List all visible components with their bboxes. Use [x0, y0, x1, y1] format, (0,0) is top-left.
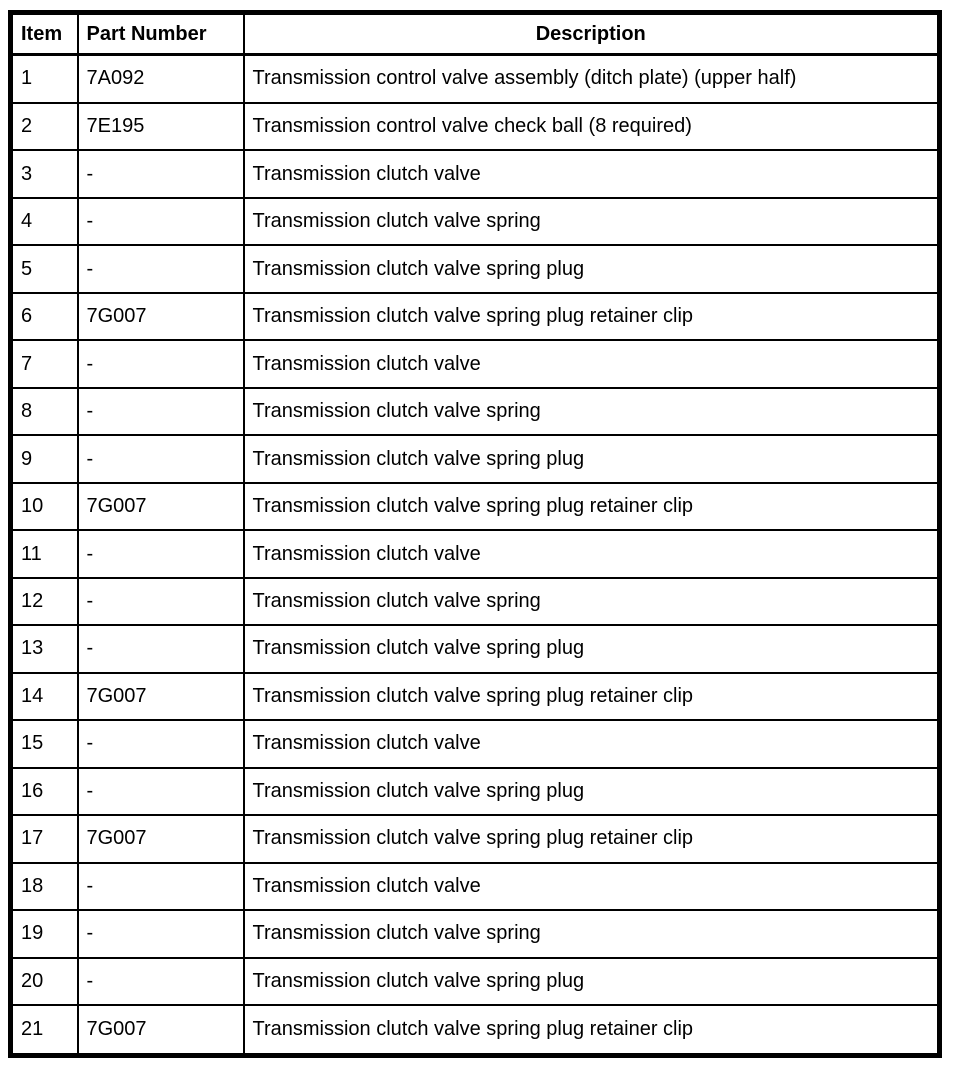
column-header-item: Item	[11, 13, 78, 55]
item-cell: 18	[11, 863, 78, 910]
item-cell: 13	[11, 625, 78, 672]
item-cell: 8	[11, 388, 78, 435]
description-cell: Transmission clutch valve	[244, 863, 940, 910]
part-number-cell: -	[78, 150, 244, 197]
table-row	[11, 483, 940, 530]
part-number-cell: -	[78, 530, 244, 577]
item-cell: 3	[11, 150, 78, 197]
table-row	[11, 863, 940, 910]
description-cell: Transmission clutch valve spring	[244, 388, 940, 435]
description-cell: Transmission clutch valve spring plug	[244, 958, 940, 1005]
description-cell: Transmission clutch valve spring plug retainer clip	[244, 673, 940, 720]
table-row	[11, 815, 940, 862]
description-cell: Transmission clutch valve	[244, 720, 940, 767]
description-cell: Transmission clutch valve	[244, 340, 940, 387]
table-row	[11, 388, 940, 435]
description-cell: Transmission clutch valve spring	[244, 198, 940, 245]
table-row	[11, 55, 940, 103]
column-header-description: Description	[244, 13, 940, 55]
description-cell: Transmission clutch valve	[244, 530, 940, 577]
description-cell: Transmission clutch valve spring plug retainer clip	[244, 483, 940, 530]
description-cell: Transmission clutch valve	[244, 150, 940, 197]
item-cell: 2	[11, 103, 78, 150]
table-row	[11, 625, 940, 672]
item-cell: 10	[11, 483, 78, 530]
item-cell: 19	[11, 910, 78, 957]
table-row	[11, 673, 940, 720]
part-number-cell: 7G007	[78, 815, 244, 862]
part-number-cell: 7G007	[78, 483, 244, 530]
table-row	[11, 578, 940, 625]
table-row	[11, 768, 940, 815]
item-cell: 11	[11, 530, 78, 577]
table-body	[11, 55, 940, 1056]
part-number-cell: -	[78, 910, 244, 957]
description-cell: Transmission clutch valve spring plug	[244, 625, 940, 672]
description-cell: Transmission clutch valve spring	[244, 578, 940, 625]
description-cell: Transmission clutch valve spring plug	[244, 768, 940, 815]
description-cell: Transmission clutch valve spring plug	[244, 435, 940, 482]
part-number-cell: -	[78, 198, 244, 245]
item-cell: 7	[11, 340, 78, 387]
table-header	[11, 13, 940, 55]
description-cell: Transmission clutch valve spring plug retainer clip	[244, 293, 940, 340]
item-cell: 9	[11, 435, 78, 482]
part-number-cell: -	[78, 863, 244, 910]
part-number-cell: -	[78, 388, 244, 435]
description-cell: Transmission clutch valve spring plug retainer clip	[244, 815, 940, 862]
table-row	[11, 435, 940, 482]
table-row	[11, 530, 940, 577]
description-cell: Transmission clutch valve spring plug	[244, 245, 940, 292]
part-number-cell: 7A092	[78, 55, 244, 103]
item-cell: 4	[11, 198, 78, 245]
part-number-cell: -	[78, 340, 244, 387]
item-cell: 14	[11, 673, 78, 720]
part-number-cell: -	[78, 578, 244, 625]
header-row	[11, 13, 940, 55]
description-cell: Transmission clutch valve spring	[244, 910, 940, 957]
part-number-cell: -	[78, 245, 244, 292]
table-row	[11, 340, 940, 387]
item-cell: 20	[11, 958, 78, 1005]
item-cell: 6	[11, 293, 78, 340]
table-row	[11, 293, 940, 340]
item-cell: 12	[11, 578, 78, 625]
parts-table	[8, 10, 942, 1058]
item-cell: 15	[11, 720, 78, 767]
item-cell: 16	[11, 768, 78, 815]
table-row	[11, 150, 940, 197]
part-number-cell: -	[78, 768, 244, 815]
table-row	[11, 103, 940, 150]
description-cell: Transmission clutch valve spring plug retainer clip	[244, 1005, 940, 1055]
description-cell: Transmission control valve assembly (ditch plate) (upper half)	[244, 55, 940, 103]
table-row	[11, 910, 940, 957]
column-header-part-number: Part Number	[78, 13, 244, 55]
part-number-cell: -	[78, 435, 244, 482]
part-number-cell: 7G007	[78, 1005, 244, 1055]
part-number-cell: 7E195	[78, 103, 244, 150]
part-number-cell: -	[78, 958, 244, 1005]
table-row	[11, 720, 940, 767]
table-row	[11, 198, 940, 245]
item-cell: 21	[11, 1005, 78, 1055]
table-row	[11, 245, 940, 292]
table-row	[11, 1005, 940, 1055]
table-row	[11, 958, 940, 1005]
part-number-cell: 7G007	[78, 293, 244, 340]
part-number-cell: 7G007	[78, 673, 244, 720]
item-cell: 5	[11, 245, 78, 292]
description-cell: Transmission control valve check ball (8 required)	[244, 103, 940, 150]
part-number-cell: -	[78, 625, 244, 672]
item-cell: 1	[11, 55, 78, 103]
item-cell: 17	[11, 815, 78, 862]
part-number-cell: -	[78, 720, 244, 767]
